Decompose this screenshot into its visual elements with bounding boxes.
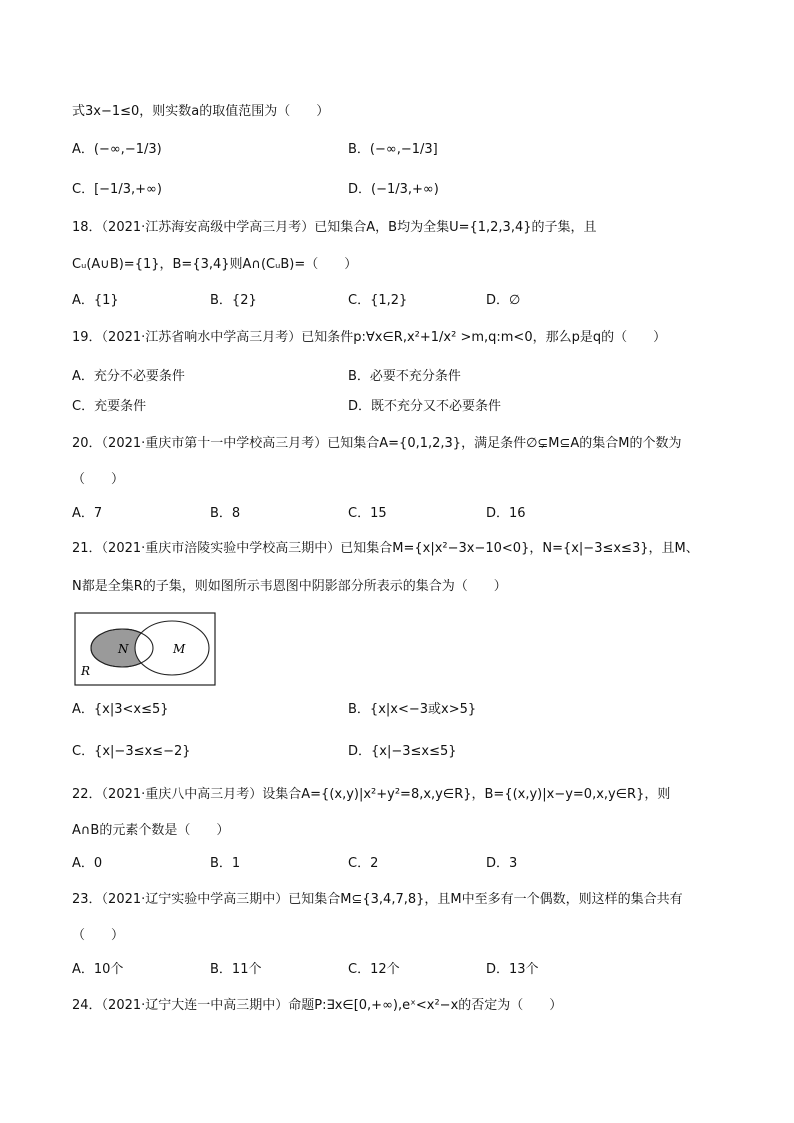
- q23-option-b[interactable]: B．11个: [210, 962, 262, 977]
- q20-option-d[interactable]: D．16: [486, 506, 526, 521]
- q18-option-b[interactable]: B．{2}: [210, 293, 257, 308]
- q18-stem-1: 18．（2021·江苏海安高级中学高三月考）已知集合A，B均为全集U={1,2,3,4}的子集，且: [72, 220, 597, 235]
- venn-diagram: [74, 612, 216, 686]
- q22-stem-2: A∩B的元素个数是（ ）: [72, 823, 230, 838]
- q21-option-d[interactable]: D．{x|−3≤x≤5}: [348, 744, 457, 759]
- q18-option-d[interactable]: D．∅: [486, 293, 521, 308]
- q21-option-c[interactable]: C．{x|−3≤x≤−2}: [72, 744, 191, 759]
- q20-option-c[interactable]: C．15: [348, 506, 387, 521]
- q22-option-a[interactable]: A．0: [72, 856, 103, 871]
- q23-option-d[interactable]: D．13个: [486, 962, 539, 977]
- q22-stem-1: 22．（2021·重庆八中高三月考）设集合A={(x,y)|x²+y²=8,x,y∈R}，B={(x,y)|x−y=0,x,y∈R}，则: [72, 787, 671, 802]
- q20-option-b[interactable]: B．8: [210, 506, 241, 521]
- q18-option-c[interactable]: C．{1,2}: [348, 293, 408, 308]
- q17-option-c[interactable]: C．[−1/3,+∞): [72, 182, 162, 197]
- q19-option-d[interactable]: D．既不充分又不必要条件: [348, 399, 502, 414]
- q22-option-b[interactable]: B．1: [210, 856, 241, 871]
- q23-stem-2: （ ）: [72, 928, 125, 943]
- q22-option-c[interactable]: C．2: [348, 856, 379, 871]
- venn-label-n: N: [118, 642, 129, 656]
- q19-stem: 19．（2021·江苏省响水中学高三月考）已知条件p:∀x∈R,x²+1/x² >m,q:m<0，那么p是q的（ ）: [72, 330, 667, 345]
- q19-option-c[interactable]: C．充要条件: [72, 399, 147, 414]
- q21-option-b[interactable]: B．{x|x<−3或x>5}: [348, 702, 477, 717]
- q20-stem-2: （ ）: [72, 472, 125, 487]
- q21-stem-1: 21．（2021·重庆市涪陵实验中学校高三期中）已知集合M={x|x²−3x−10<0}，N={x|−3≤x≤3}，且M、: [72, 541, 699, 556]
- q17-option-d[interactable]: D．(−1/3,+∞): [348, 182, 439, 197]
- q20-option-a[interactable]: A．7: [72, 506, 103, 521]
- q24-stem: 24．（2021·辽宁大连一中高三期中）命题P:∃x∈[0,+∞),eˣ<x²−x的否定为（ ）: [72, 998, 563, 1013]
- q17-option-b[interactable]: B．(−∞,−1/3]: [348, 142, 438, 157]
- q23-option-a[interactable]: A．10个: [72, 962, 124, 977]
- q22-option-d[interactable]: D．3: [486, 856, 518, 871]
- q20-stem-1: 20．（2021·重庆市第十一中学校高三月考）已知集合A={0,1,2,3}，满足条件∅⊊M⊆A的集合M的个数为: [72, 436, 682, 451]
- q18-stem-2: Cᵤ(A∪B)={1}，B={3,4}则A∩(CᵤB)=（ ）: [72, 257, 358, 272]
- q18-option-a[interactable]: A．{1}: [72, 293, 119, 308]
- q21-stem-2: N都是全集R的子集，则如图所示韦恩图中阴影部分所表示的集合为（ ）: [72, 579, 507, 594]
- q23-option-c[interactable]: C．12个: [348, 962, 400, 977]
- q19-option-a[interactable]: A．充分不必要条件: [72, 369, 185, 384]
- venn-set-m: [135, 621, 209, 675]
- q21-option-a[interactable]: A．{x|3<x≤5}: [72, 702, 169, 717]
- venn-label-m: M: [173, 642, 186, 656]
- venn-label-r: R: [81, 664, 91, 678]
- q17-option-a[interactable]: A．(−∞,−1/3): [72, 142, 162, 157]
- q19-option-b[interactable]: B．必要不充分条件: [348, 369, 461, 384]
- q23-stem-1: 23．（2021·辽宁实验中学高三期中）已知集合M⊆{3,4,7,8}，且M中至多有一个偶数，则这样的集合共有: [72, 892, 683, 907]
- q17-stem-tail: 式3x−1≤0，则实数a的取值范围为（ ）: [72, 104, 330, 119]
